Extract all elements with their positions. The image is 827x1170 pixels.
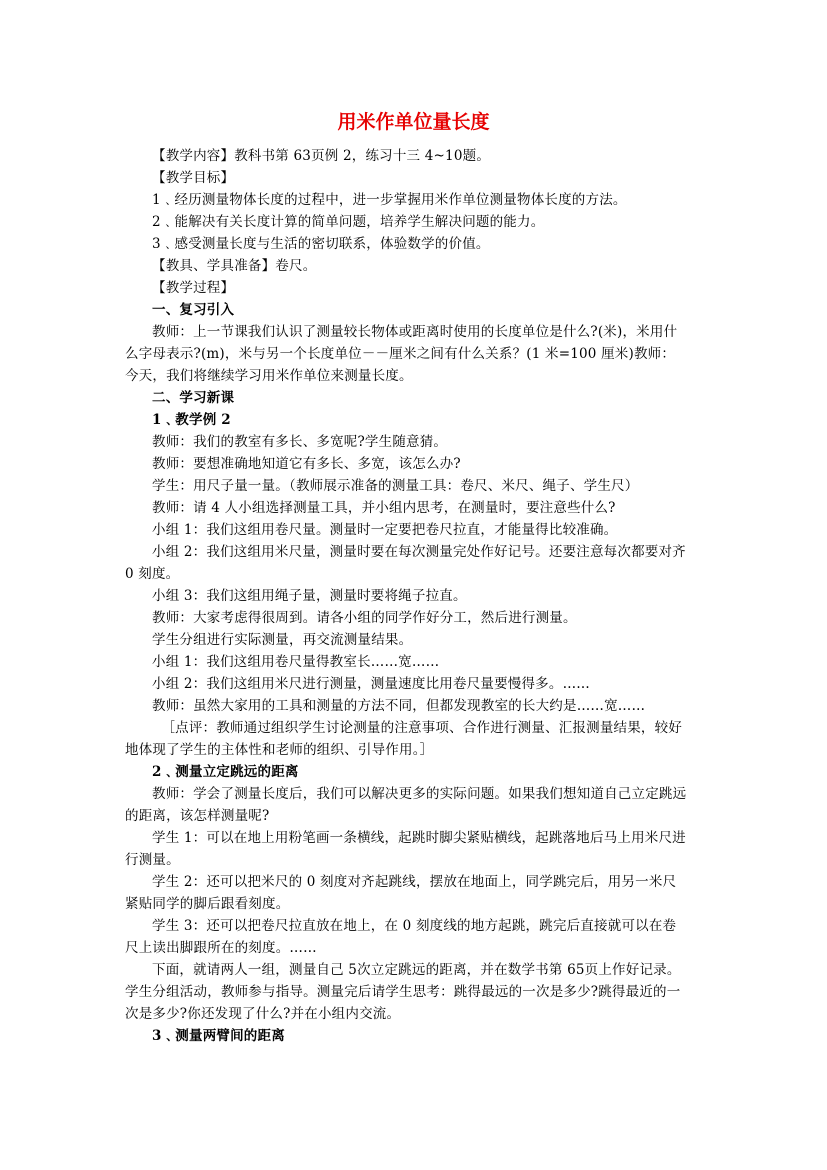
body-paragraph: 教师：大家考虑得很周到。请各小组的同学作好分工，然后进行测量。 <box>152 610 577 626</box>
body-paragraph: 小组 1：我们这组用卷尺量。测量时一定要把卷尺拉直，才能量得比较准确。 <box>152 522 618 538</box>
body-paragraph: 下面，就请两人一组，测量自己 5次立定跳远的距离，并在数学书第 65页上作好记录。学生分组活动，教师参与指导。测量完后请学生思考：跳得最远的一次是多少?跳得最近的一次是多少?你还发现了什么?并在小组内交流。 <box>125 962 681 1022</box>
body-paragraph: 【教学内容】教科书第 63页例 2，练习十三 4~10题。 <box>152 148 491 164</box>
body-paragraph: 教师：我们的教室有多长、多宽呢?学生随意猜。 <box>152 434 448 450</box>
body-paragraph: 小组 2：我们这组用米尺量，测量时要在每次测量完处作好记号。还要注意每次都要对齐 0 刻度。 <box>125 544 686 582</box>
document-body <box>125 145 687 1047</box>
section-heading: 1﹑教学例 2 <box>152 412 231 428</box>
section-heading: 二、学习新课 <box>152 390 235 406</box>
document-title: 用米作单位量长度 <box>337 111 490 133</box>
body-paragraph: 学生 3：还可以把卷尺拉直放在地上，在 0 刻度线的地方起跳，跳完后直接就可以在卷尺上读出脚跟所在的刻度。…… <box>125 918 677 956</box>
body-paragraph: 小组 3：我们这组用绳子量，测量时要将绳子拉直。 <box>152 588 467 604</box>
body-paragraph: 小组 2：我们这组用米尺进行测量，测量速度比用卷尺量要慢得多。…… <box>152 676 590 692</box>
section-heading: 一、复习引入 <box>152 302 235 318</box>
body-paragraph: 教师：学会了测量长度后，我们可以解决更多的实际问题。如果我们想知道自己立定跳远的距离，该怎样测量呢? <box>125 786 687 824</box>
body-paragraph: 学生 1：可以在地上用粉笔画一条横线，起跳时脚尖紧贴横线，起跳落地后马上用米尺进行测量。 <box>125 830 686 868</box>
body-paragraph: 【教学过程】 <box>152 280 235 296</box>
body-paragraph: 【教学目标】 <box>152 170 235 186</box>
body-paragraph: 学生：用尺子量一量。（教师展示准备的测量工具：卷尺、米尺、绳子、学生尺） <box>152 478 639 494</box>
body-paragraph: 【教具、学具准备】卷尺。 <box>152 258 317 274</box>
body-paragraph: 1﹑经历测量物体长度的过程中，进一步掌握用米作单位测量物体长度的方法。 <box>152 192 627 208</box>
body-paragraph: 学生 2：还可以把米尺的 0 刻度对齐起跳线，摆放在地面上，同学跳完后，用另一米尺紧贴同学的脚后跟看刻度。 <box>125 874 677 912</box>
body-paragraph: 教师：虽然大家用的工具和测量的方法不同，但都发现教室的长大约是……宽…… <box>152 698 646 714</box>
comment-paragraph: ［点评：教师通过组织学生讨论测量的注意事项、合作进行测量、汇报测量结果，较好地体现了学生的主体性和老师的组织、引导作用。］ <box>125 720 683 758</box>
body-paragraph: 教师：上一节课我们认识了测量较长物体或距离时使用的长度单位是什么?(米)，米用什么字母表示?(m)，米与另一个长度单位－－厘米之间有什么关系？(1 米=100 厘米)教师：今天，我们将继续学习用米作单位来测量长度。 <box>125 324 678 384</box>
body-paragraph: 2﹑能解决有关长度计算的简单问题，培养学生解决问题的能力。 <box>152 214 545 230</box>
body-paragraph: 3﹑感受测量长度与生活的密切联系，体验数学的价值。 <box>152 236 490 252</box>
body-paragraph: 教师：请 4 人小组选择测量工具，并小组内思考，在测量时，要注意些什么? <box>152 500 616 516</box>
body-paragraph: 小组 1：我们这组用卷尺量得教室长……宽…… <box>152 654 440 670</box>
body-paragraph: 教师：要想准确地知道它有多长、多宽，该怎么办? <box>152 456 461 472</box>
section-heading: 3﹑测量两臂间的距离 <box>152 1028 285 1044</box>
body-paragraph: 学生分组进行实际测量，再交流测量结果。 <box>152 632 413 648</box>
section-heading: 2﹑测量立定跳远的距离 <box>152 764 299 780</box>
